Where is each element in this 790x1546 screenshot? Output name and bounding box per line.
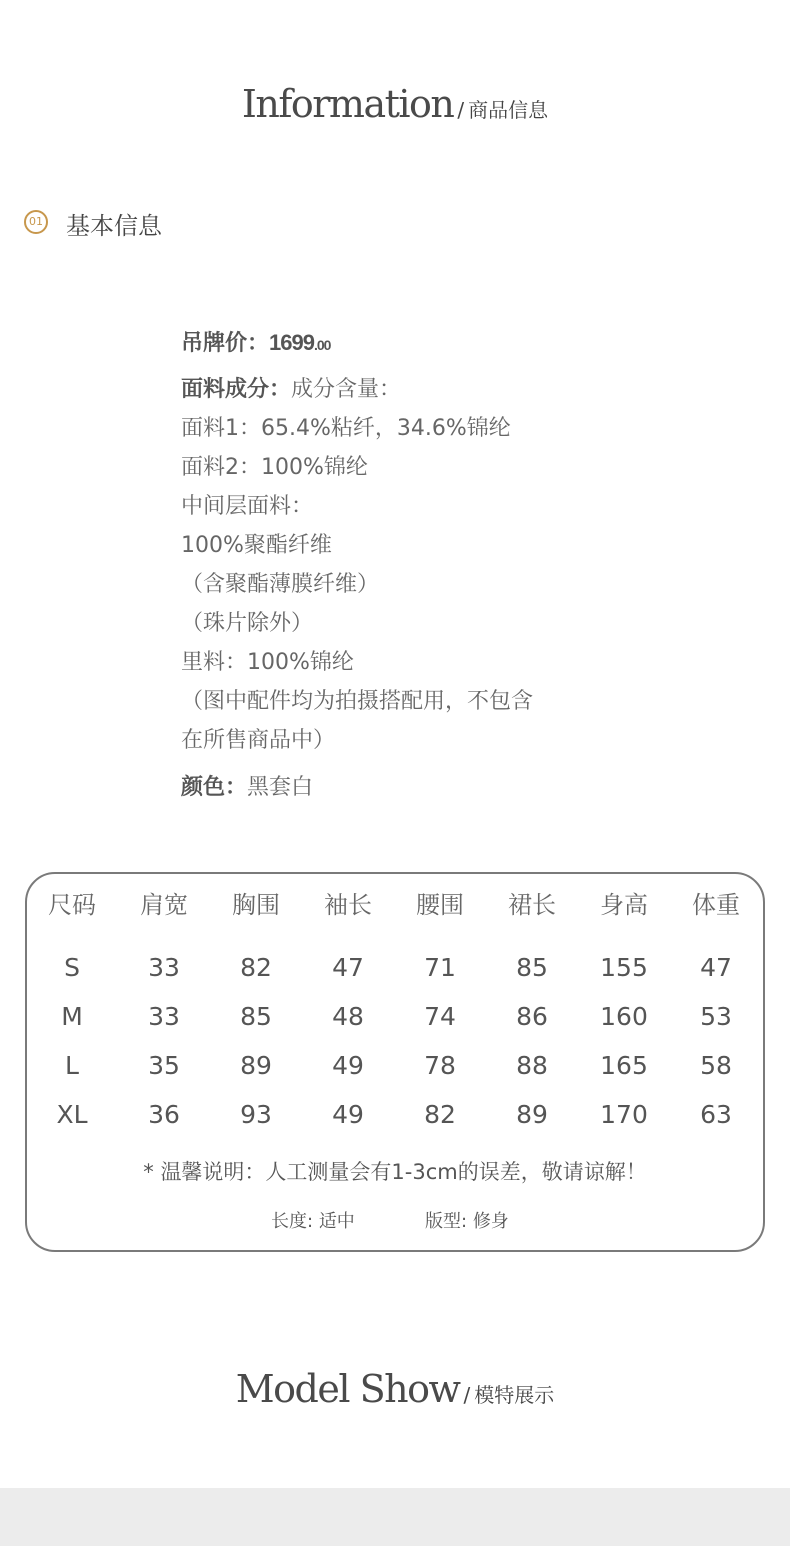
color-label: 颜色： (181, 775, 248, 800)
table-cell: 78 (424, 1051, 456, 1080)
table-cell: 93 (240, 1100, 272, 1129)
table-cell: 58 (700, 1051, 732, 1080)
table-cell: 36 (148, 1100, 180, 1129)
table-cell: 74 (424, 1002, 456, 1031)
table-cell: 82 (424, 1100, 456, 1129)
table-cell: 47 (700, 953, 732, 982)
table-cell: 48 (332, 1002, 364, 1031)
color-value: 黑套白 (247, 775, 314, 800)
table-cell-size: XL (56, 1100, 88, 1129)
model-show-title-sep: / (463, 1383, 471, 1407)
model-image-top-edge (0, 1488, 790, 1546)
table-cell: 33 (148, 1002, 180, 1031)
table-header-skirt-length: 裙长 (508, 891, 556, 919)
table-header-bust: 胸围 (232, 891, 280, 919)
header-title-cn: 商品信息 (468, 98, 549, 122)
note-text: 温馨说明：人工测量会有1-3cm的误差，敬请谅解！ (160, 1160, 647, 1184)
note-star: * (143, 1160, 154, 1184)
fabric-detail-line: （珠片除外） (181, 611, 314, 636)
table-cell: 155 (600, 953, 648, 982)
table-cell-size: S (64, 953, 80, 982)
table-cell: 85 (240, 1002, 272, 1031)
fit-label: 版型: (425, 1211, 468, 1232)
fabric-line (181, 370, 401, 409)
table-cell: 33 (148, 953, 180, 982)
length-label: 长度: (271, 1211, 314, 1232)
table-cell: 89 (516, 1100, 548, 1129)
fabric-detail-line: 100%聚酯纤维 (181, 533, 332, 558)
fabric-intro: 成分含量： (291, 377, 402, 402)
table-cell: 71 (424, 953, 456, 982)
header-title-en: Information (241, 82, 454, 126)
model-show-header (0, 1367, 790, 1411)
measurement-note (0, 1156, 790, 1186)
table-cell-size: L (65, 1051, 79, 1080)
length-value: 适中 (318, 1211, 355, 1232)
fabric-detail-line: 中间层面料： (181, 494, 314, 519)
table-cell: 85 (516, 953, 548, 982)
table-cell: 47 (332, 953, 364, 982)
table-header-size: 尺码 (48, 891, 96, 919)
table-cell: 89 (240, 1051, 272, 1080)
section-number-badge: 01 (24, 210, 48, 234)
table-cell: 49 (332, 1051, 364, 1080)
model-show-title-cn: 模特展示 (474, 1383, 555, 1407)
model-show-title-en: Model Show (235, 1367, 460, 1411)
fabric-detail-line: 面料2：100%锦纶 (181, 455, 368, 480)
fit-value: 修身 (472, 1211, 509, 1232)
fabric-label: 面料成分： (181, 377, 292, 402)
information-header (0, 82, 790, 126)
table-header-shoulder: 肩宽 (140, 891, 188, 919)
table-cell: 170 (600, 1100, 648, 1129)
section-title: 基本信息 (66, 212, 162, 240)
fabric-detail-line: 里料：100%锦纶 (181, 650, 354, 675)
table-cell-size: M (61, 1002, 83, 1031)
price-line (181, 323, 330, 365)
price-label: 吊牌价： (181, 331, 270, 356)
fabric-detail-line: 面料1：65.4%粘纤，34.6%锦纶 (181, 416, 511, 441)
fabric-detail-line: 在所售商品中） (181, 728, 336, 753)
length-info (271, 1207, 355, 1233)
header-title-sep: / (457, 98, 465, 122)
fit-info (425, 1207, 509, 1233)
table-cell: 86 (516, 1002, 548, 1031)
table-cell: 82 (240, 953, 272, 982)
table-cell: 160 (600, 1002, 648, 1031)
fabric-detail-line: （含聚酯薄膜纤维） (181, 572, 380, 597)
color-line (181, 768, 313, 807)
price-cents: .00 (313, 337, 331, 353)
table-header-waist: 腰围 (416, 891, 464, 919)
table-cell: 53 (700, 1002, 732, 1031)
table-cell: 49 (332, 1100, 364, 1129)
table-header-height: 身高 (600, 891, 648, 919)
fabric-details (181, 409, 533, 760)
table-header-sleeve: 袖长 (324, 891, 372, 919)
table-cell: 165 (600, 1051, 648, 1080)
fabric-detail-line: （图中配件均为拍摄搭配用，不包含 (181, 689, 534, 714)
table-cell: 35 (148, 1051, 180, 1080)
table-cell: 88 (516, 1051, 548, 1080)
table-header-weight: 体重 (692, 891, 740, 919)
price-value: 1699 (269, 330, 314, 355)
table-cell: 63 (700, 1100, 732, 1129)
